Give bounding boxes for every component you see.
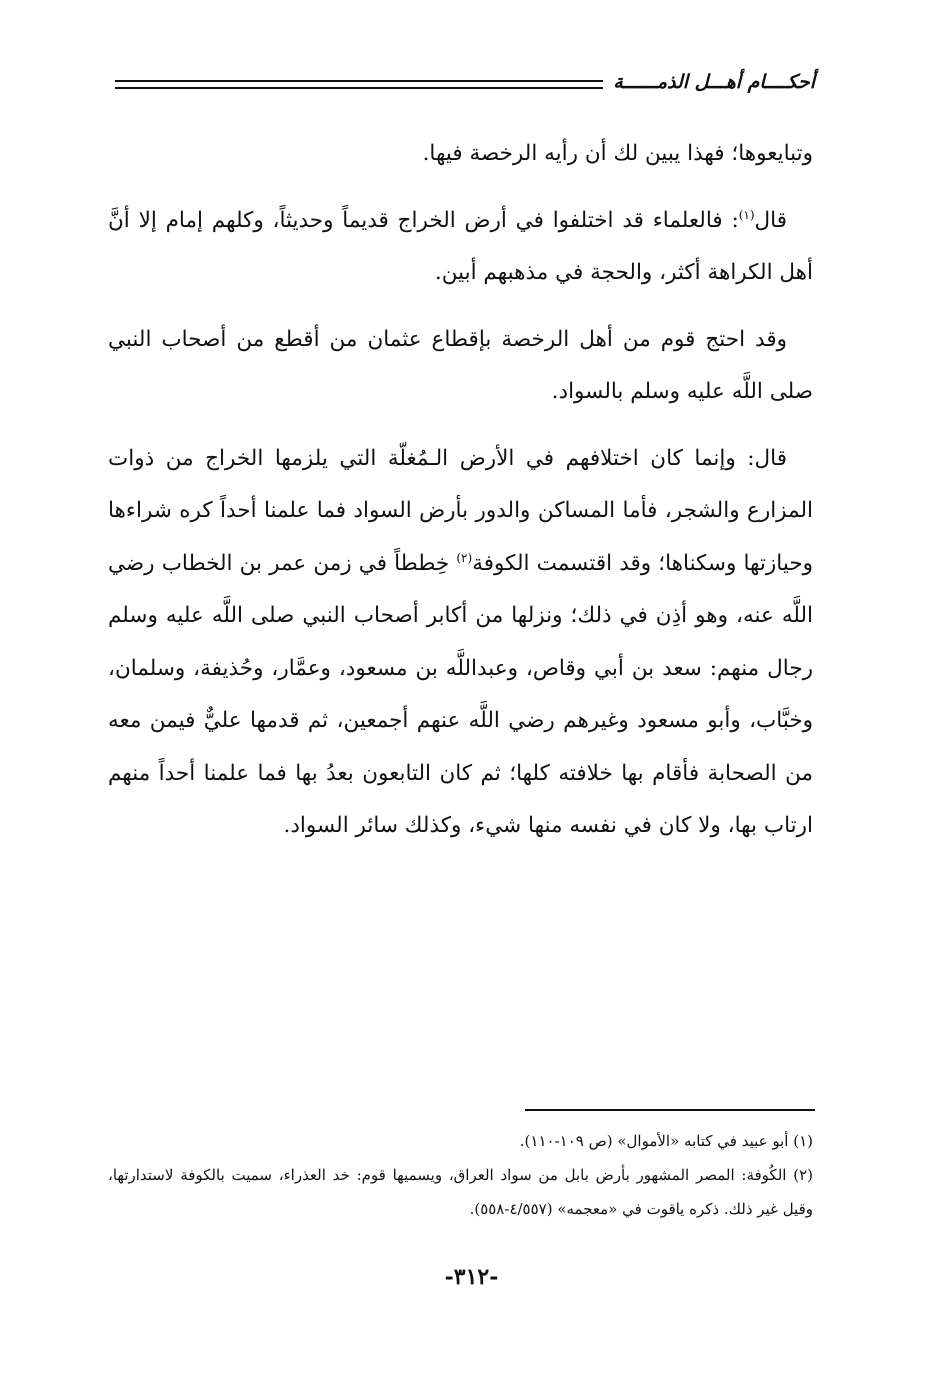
paragraph-4 — [108, 433, 813, 853]
paragraph-4-part-2: خِططاً في زمن عمر بن الخطاب رضي اللَّه عنه، وهو أذِن في ذلك؛ ونزلها من أكابر أصحاب النبي صلى اللَّه عليه وسلم رجال منهم: سعد بن أبي وقاص، وعبداللَّه بن مسعود، وعمَّار، وحُذيفة، وسلمان، وخبَّاب، وأبو مسعود وغيرهم رضي اللَّه عنهم أجمعين، ثم قدمها عليٌّ فيمن معه من الصحابة فأقام بها خلافته كلها؛ ثم كان التابعون بعدُ بها فما علمنا أحداً منهم ارتاب بها، ولا كان في نفسه منها شيء، وكذلك سائر السواد. — [108, 550, 813, 838]
paragraph-3: وقد احتج قوم من أهل الرخصة بإقطاع عثمان من أقطع من أصحاب النبي صلى اللَّه عليه وسلم بالسواد. — [108, 326, 813, 404]
header-double-rule — [115, 80, 603, 89]
footnote-separator — [525, 1109, 815, 1111]
footnote-ref-1: (١) — [738, 207, 755, 222]
paragraph-4-part-1: قال: وإنما كان اختلافهم في الأرض الـمُغلّة التي يلزمها الخراج من ذوات المزارع والشجر، فأما المساكن والدور بأرض السواد فما علمنا أحداً كره شراءها وحيازتها وسكناها؛ وقد اقتسمت الكوفة — [108, 445, 813, 576]
main-text — [108, 128, 813, 867]
footnote-2: (٢) الكُوفة: المصر المشهور بأرض بابل من سواد العراق، ويسميها قوم: خد العذراء، سميت بالكوفة لاستدارتها، وقيل غير ذلك. ذكره ياقوت في «معجمه» (٤/٥٥٧-٥٥٨). — [108, 1166, 813, 1218]
footnotes — [108, 1124, 813, 1226]
paragraph-2-text: : فالعلماء قد اختلفوا في أرض الخراج قديماً وحديثاً، وكلهم إمام إلا أنَّ أهل الكراهة أكثر، والحجة في مذهبهم أبين. — [108, 207, 813, 285]
paragraph-2-prefix: قال — [754, 207, 787, 233]
paragraph-2 — [108, 195, 813, 300]
paragraph-1: وتبايعوها؛ فهذا يبين لك أن رأيه الرخصة فيها. — [422, 141, 813, 166]
footnote-ref-2: (٢) — [456, 550, 473, 565]
page-number: -٣١٢- — [444, 1264, 499, 1290]
running-header-title: أحكــــام أهـــل الذمــــــة — [613, 71, 815, 93]
running-header — [115, 62, 815, 102]
footnote-1: (١) أبو عبيد في كتابه «الأموال» (ص ١٠٩-١١٠). — [519, 1132, 813, 1150]
